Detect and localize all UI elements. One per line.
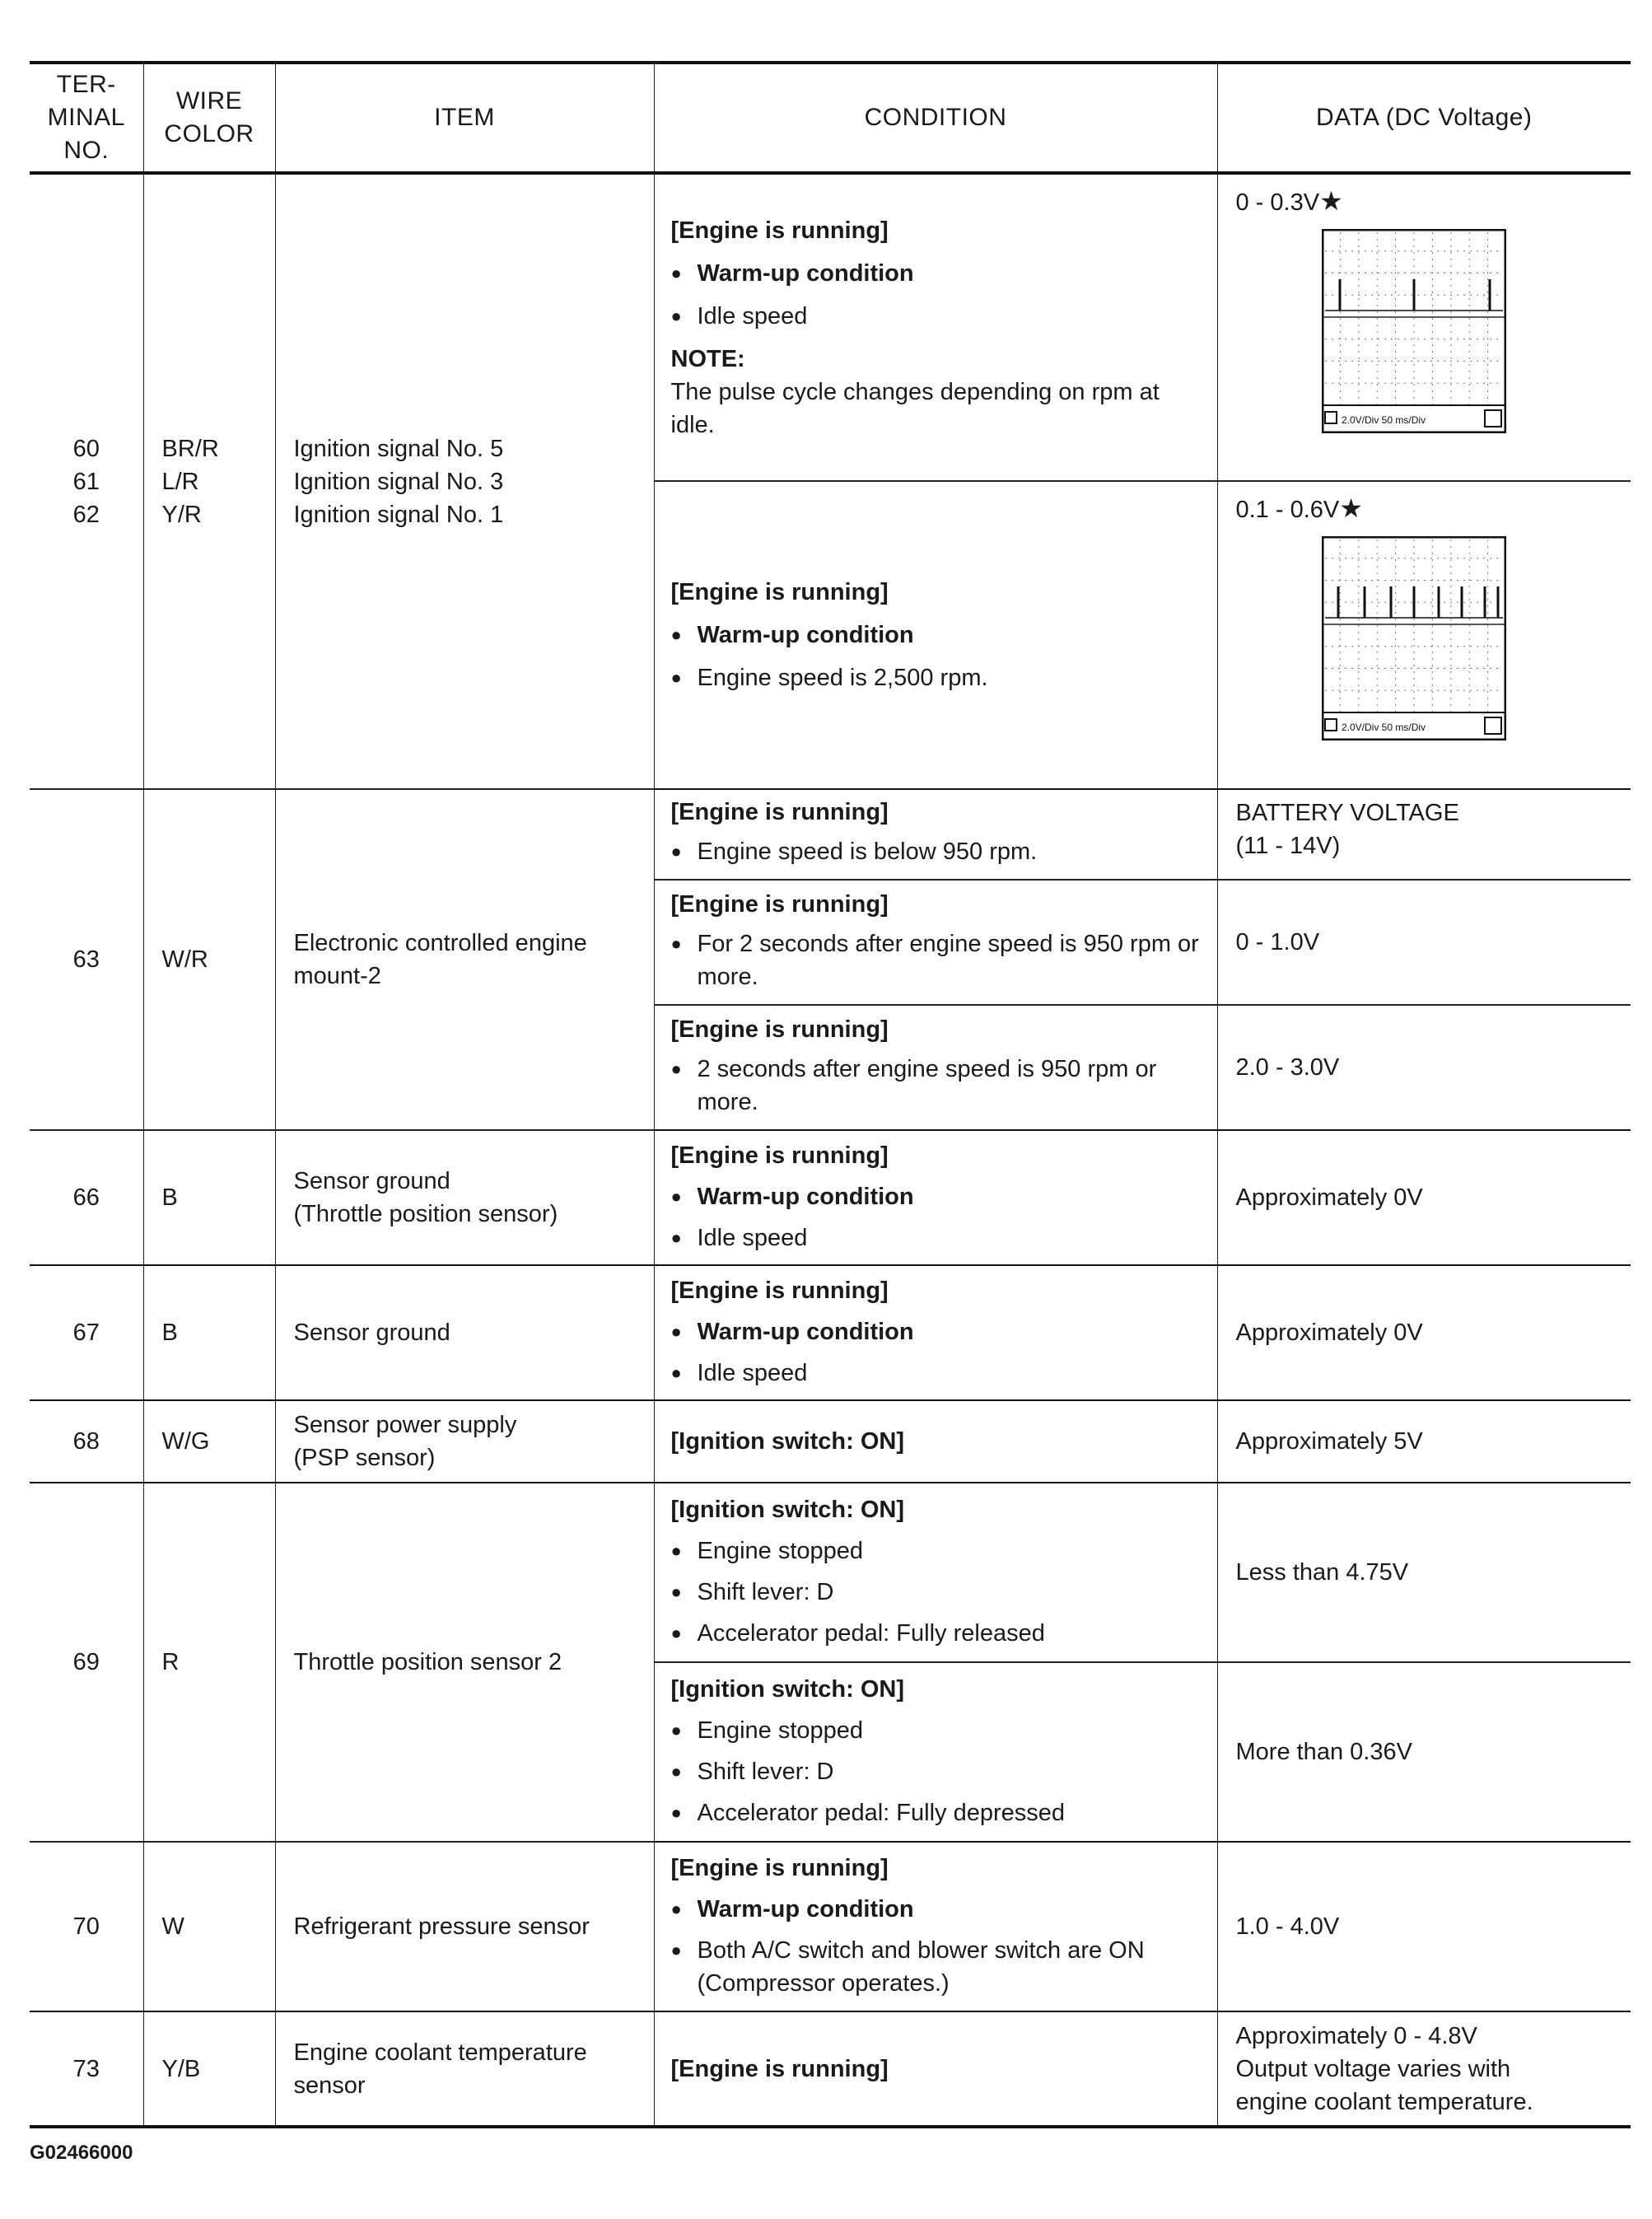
- bullet-icon: ●: [670, 1623, 682, 1643]
- bullet-item: ● Engine speed is 2,500 rpm.: [671, 661, 1202, 694]
- data-value: Approximately 0 - 4.8V: [1235, 2022, 1477, 2049]
- bullet-icon: ●: [670, 1581, 682, 1602]
- data-value: 2.0 - 3.0V: [1217, 1005, 1631, 1130]
- item-text: Sensor ground: [293, 1168, 450, 1194]
- oscilloscope-waveform-2500rpm: [1322, 536, 1506, 740]
- wire-color: B: [143, 1130, 275, 1265]
- data-value: 0 - 1.0V: [1217, 880, 1631, 1005]
- bullet-item: ● Warm-up condition: [671, 1893, 1202, 1926]
- data-value: (11 - 14V): [1235, 833, 1341, 859]
- bullet-item: ● Warm-up condition: [671, 1180, 1202, 1213]
- bullet-item: ● Shift lever: D: [671, 1755, 1202, 1788]
- bullet-item: ● For 2 seconds after engine speed is 950 rpm or more.: [671, 927, 1202, 993]
- condition-heading: [Engine is running]: [670, 579, 889, 605]
- data-value: Less than 4.75V: [1217, 1483, 1631, 1662]
- condition-heading: [Ignition switch: ON]: [670, 1676, 905, 1703]
- terminal-no: 68: [30, 1400, 143, 1483]
- item-text: Ignition signal No. 5: [293, 435, 504, 462]
- item-text: (PSP sensor): [293, 1445, 436, 1471]
- bullet-item: ● Warm-up condition: [671, 257, 1202, 290]
- bullet-item: ● Accelerator pedal: Fully released: [671, 1617, 1202, 1650]
- note-heading: NOTE:: [670, 345, 745, 372]
- header-condition: CONDITION: [654, 63, 1217, 173]
- condition-cell: [654, 1005, 1217, 1130]
- table-row: [30, 1265, 1631, 1400]
- bullet-icon: ●: [670, 1321, 682, 1342]
- item-text: (Throttle position sensor): [293, 1201, 558, 1227]
- item-text: Engine coolant temperature sensor: [275, 2011, 654, 2127]
- condition-cell: [654, 1130, 1217, 1265]
- data-value: 1.0 - 4.0V: [1217, 1842, 1631, 2011]
- bullet-icon: ●: [670, 1362, 682, 1383]
- item-text: Ignition signal No. 3: [293, 468, 504, 495]
- bullet-item: ● Idle speed: [671, 300, 1202, 333]
- bullet-item: ● 2 seconds after engine speed is 950 rpm or more.: [671, 1053, 1202, 1119]
- terminal-no-cell: [30, 173, 143, 789]
- bullet-icon: ●: [670, 624, 682, 645]
- wire-color: W/R: [143, 789, 275, 1130]
- bullet-icon: ●: [670, 1761, 682, 1782]
- table-row: [30, 2011, 1631, 2127]
- condition-heading: [Engine is running]: [670, 2055, 889, 2082]
- item-cell: [275, 1130, 654, 1265]
- bullet-icon: ●: [670, 1186, 682, 1207]
- bullet-icon: ●: [670, 1058, 682, 1079]
- bullet-icon: ●: [670, 841, 682, 862]
- table-row: [30, 1483, 1631, 1662]
- figure-id: G02466000: [30, 2142, 133, 2164]
- condition-cell: [654, 1662, 1217, 1842]
- table-row: [30, 173, 1631, 481]
- bullet-icon: ●: [670, 262, 682, 283]
- bullet-icon: ●: [670, 1940, 682, 1960]
- wire-color: R: [143, 1483, 275, 1842]
- condition-heading: [Engine is running]: [670, 1142, 889, 1169]
- data-value: Approximately 0V: [1217, 1130, 1631, 1265]
- header-item: ITEM: [275, 63, 654, 173]
- bullet-item: ● Accelerator pedal: Fully depressed: [671, 1796, 1202, 1829]
- terminal-no: 70: [30, 1842, 143, 2011]
- data-value: engine coolant temperature.: [1235, 2088, 1533, 2115]
- table-row: [30, 789, 1631, 880]
- condition-cell: [654, 481, 1217, 789]
- wire-color: Y/B: [143, 2011, 275, 2127]
- bullet-icon: ●: [670, 305, 682, 326]
- bullet-item: ● Idle speed: [671, 1357, 1202, 1390]
- svg-text:2.0V/Div 50 ms/Div: 2.0V/Div 50 ms/Div: [1341, 722, 1426, 733]
- bullet-item: ● Warm-up condition: [671, 619, 1202, 652]
- item-text: Throttle position sensor 2: [275, 1483, 654, 1842]
- data-value: Approximately 0V: [1217, 1265, 1631, 1400]
- table-row: [30, 1400, 1631, 1483]
- condition-heading: [Engine is running]: [670, 1016, 889, 1043]
- bullet-icon: ●: [670, 1720, 682, 1740]
- bullet-item: ● Shift lever: D: [671, 1576, 1202, 1609]
- condition-heading: [Engine is running]: [670, 799, 889, 825]
- terminal-no: 60: [72, 435, 100, 462]
- item-text: Ignition signal No. 1: [293, 501, 504, 528]
- table-row: [30, 1130, 1631, 1265]
- table-header-row: [30, 63, 1631, 173]
- ecm-terminal-table: [30, 61, 1631, 2128]
- data-cell: [1217, 2011, 1631, 2127]
- condition-cell: [654, 1842, 1217, 2011]
- bullet-icon: ●: [670, 1802, 682, 1823]
- data-value: More than 0.36V: [1217, 1662, 1631, 1842]
- star-icon: ★: [1319, 186, 1343, 216]
- terminal-no: 61: [72, 468, 100, 495]
- star-icon: ★: [1339, 493, 1363, 523]
- header-terminal-no: TER- MINAL NO.: [30, 63, 143, 173]
- bullet-icon: ●: [670, 1540, 682, 1561]
- data-value: Approximately 5V: [1217, 1400, 1631, 1483]
- bullet-item: ● Engine speed is below 950 rpm.: [671, 835, 1202, 868]
- condition-heading: [Engine is running]: [670, 891, 889, 918]
- wire-color: BR/R: [161, 435, 219, 462]
- bullet-icon: ●: [670, 667, 682, 688]
- terminal-no: 63: [30, 789, 143, 1130]
- condition-cell: [654, 173, 1217, 481]
- condition-cell: [654, 789, 1217, 880]
- condition-heading: [Engine is running]: [670, 1855, 889, 1881]
- bullet-icon: ●: [670, 1227, 682, 1248]
- terminal-data-table-page: [30, 61, 1631, 2128]
- bullet-icon: ●: [670, 1899, 682, 1919]
- bullet-item: ● Engine stopped: [671, 1714, 1202, 1747]
- wire-color: W: [143, 1842, 275, 2011]
- wire-color-cell: [143, 173, 275, 789]
- data-value: BATTERY VOLTAGE: [1235, 800, 1459, 826]
- oscilloscope-waveform-idle: [1322, 229, 1506, 433]
- item-text: Refrigerant pressure sensor: [275, 1842, 654, 2011]
- item-text: Sensor ground: [275, 1265, 654, 1400]
- header-wire-color: WIRE COLOR: [143, 63, 275, 173]
- terminal-no: 73: [30, 2011, 143, 2127]
- item-text: Sensor power supply: [293, 1412, 517, 1438]
- svg-text:2.0V/Div 50 ms/Div: 2.0V/Div 50 ms/Div: [1341, 414, 1426, 426]
- bullet-item: ● Both A/C switch and blower switch are ON (Compressor operates.): [671, 1934, 1202, 2000]
- condition-heading: [Ignition switch: ON]: [670, 1497, 905, 1523]
- item-cell: [275, 1400, 654, 1483]
- condition-cell: [654, 1400, 1217, 1483]
- condition-cell: [654, 1265, 1217, 1400]
- condition-cell: [654, 880, 1217, 1005]
- terminal-no: 69: [30, 1483, 143, 1842]
- wire-color: W/G: [143, 1400, 275, 1483]
- header-data: DATA (DC Voltage): [1217, 63, 1631, 173]
- item-cell: [275, 173, 654, 789]
- condition-cell: [654, 1483, 1217, 1662]
- terminal-no: 62: [72, 501, 100, 528]
- note-text: The pulse cycle changes depending on rpm at idle.: [670, 378, 1160, 438]
- wire-color: L/R: [161, 468, 199, 495]
- terminal-no: 66: [30, 1130, 143, 1265]
- condition-cell: [654, 2011, 1217, 2127]
- table-row: [30, 1842, 1631, 2011]
- bullet-item: ● Warm-up condition: [671, 1315, 1202, 1348]
- data-cell: [1217, 789, 1631, 880]
- condition-heading: [Ignition switch: ON]: [670, 1428, 905, 1455]
- terminal-no: 67: [30, 1265, 143, 1400]
- data-value: 0.1 - 0.6V: [1235, 497, 1340, 523]
- bullet-icon: ●: [670, 933, 682, 954]
- condition-heading: [Engine is running]: [670, 1278, 889, 1304]
- wire-color: Y/R: [161, 501, 202, 528]
- data-value: 0 - 0.3V: [1235, 189, 1320, 216]
- bullet-item: ● Idle speed: [671, 1222, 1202, 1254]
- bullet-item: ● Engine stopped: [671, 1535, 1202, 1567]
- data-value: Output voltage varies with: [1235, 2055, 1511, 2082]
- data-cell: [1217, 481, 1631, 789]
- condition-heading: [Engine is running]: [670, 217, 889, 244]
- item-text: Electronic controlled engine mount-2: [275, 789, 654, 1130]
- data-cell: [1217, 173, 1631, 481]
- wire-color: B: [143, 1265, 275, 1400]
